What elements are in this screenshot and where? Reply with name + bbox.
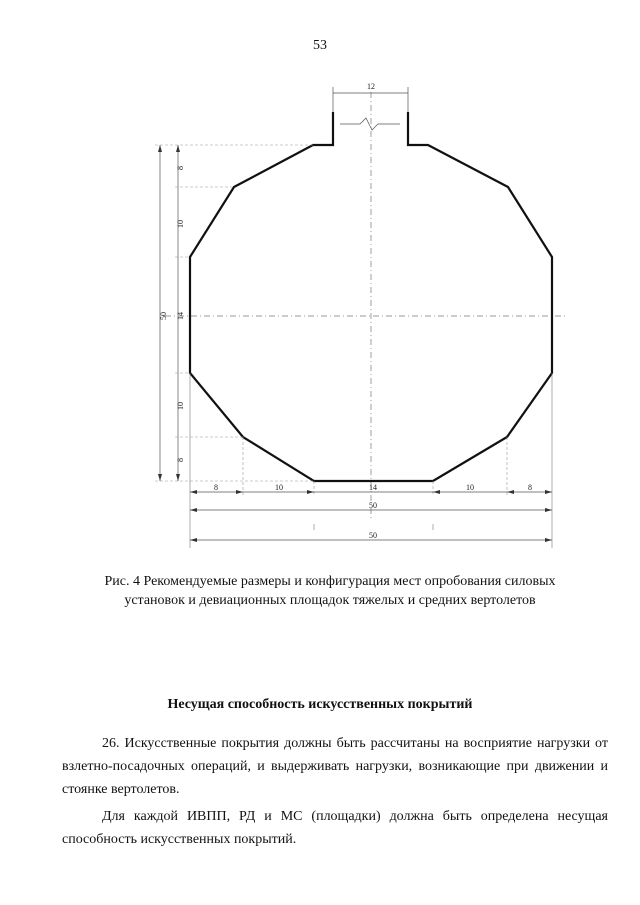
svg-text:10: 10 [176, 402, 185, 410]
top-notch-label: 12 [367, 82, 375, 91]
svg-text:8: 8 [176, 166, 185, 170]
svg-text:10: 10 [176, 220, 185, 228]
svg-text:8: 8 [176, 458, 185, 462]
svg-text:10: 10 [275, 483, 283, 492]
svg-text:14: 14 [176, 312, 185, 320]
figure-caption [60, 572, 600, 610]
paragraph-26: 26. Искусственные покрытия должны быть рассчитаны на восприятие нагрузки от взлетно-посадочных операций, и выдерживать нагрузки, возникающие при движении и стоянке вертолетов. [62, 736, 608, 797]
top-notch-dimension [333, 82, 408, 130]
svg-text:8: 8 [528, 483, 532, 492]
svg-text:8: 8 [214, 483, 218, 492]
section-heading: Несущая способность искусственных покрытий [167, 697, 473, 712]
svg-text:10: 10 [466, 483, 474, 492]
bottom-dimension-labels [214, 483, 532, 492]
caption-line-2: установок и девиационных площадок тяжелых и средних вертолетов [124, 593, 536, 608]
caption-line-1: Рис. 4 Рекомендуемые размеры и конфигурация мест опробования силовых [104, 574, 556, 589]
left-dimension-labels [159, 166, 185, 462]
svg-text:14: 14 [369, 483, 377, 492]
svg-text:50: 50 [159, 312, 168, 320]
paragraph-bearing-capacity: Для каждой ИВПП, РД и МС (площадки) должна быть определена несущая способность искусственных покрытий. [62, 809, 608, 847]
overall-width-1-label: 50 [369, 501, 377, 510]
page-number: 53 [313, 38, 327, 53]
overall-width-2-label: 50 [369, 531, 377, 540]
